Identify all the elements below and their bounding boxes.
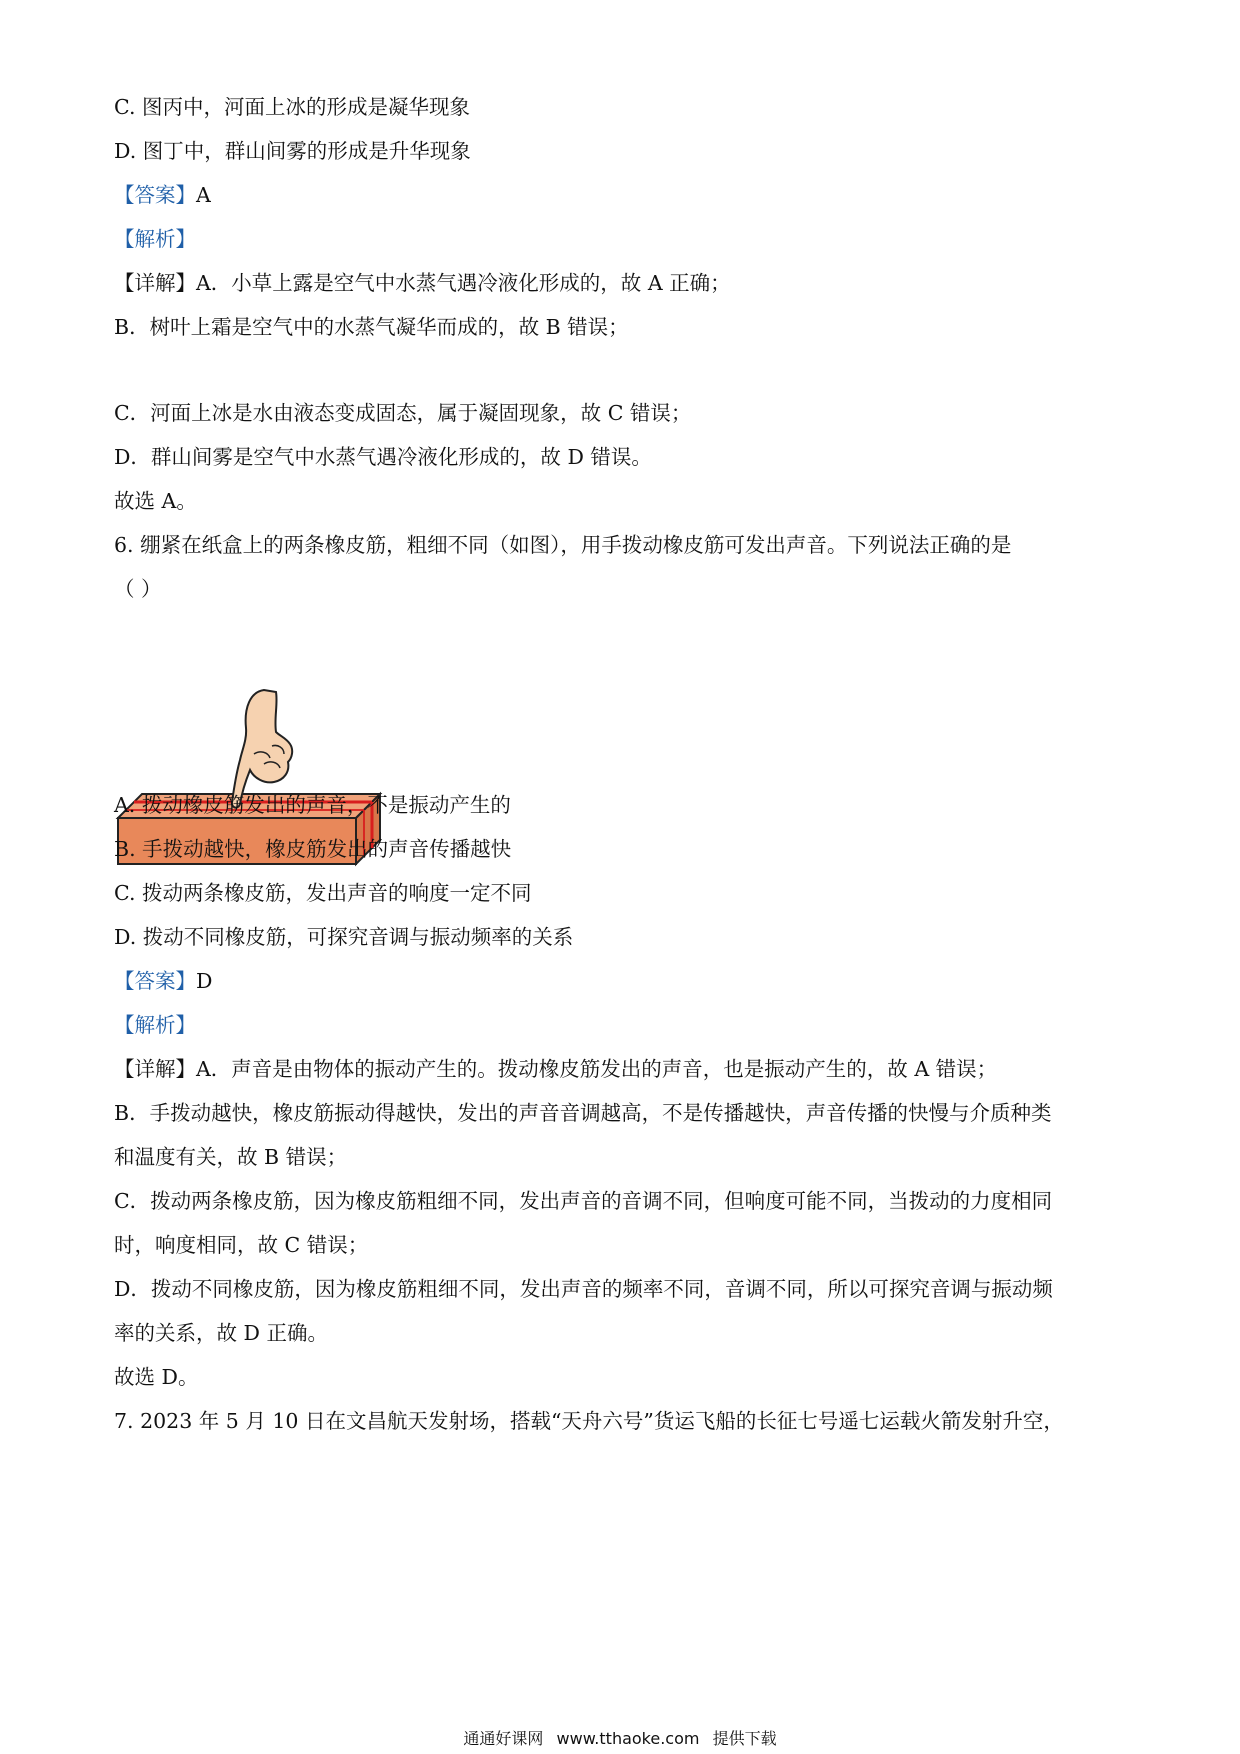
q6-detail-d2: 率的关系，故 D 正确。 <box>114 1321 328 1345</box>
q6-detail-c1: C．拨动两条橡皮筋，因为橡皮筋粗细不同，发出声音的音调不同，但响度可能不同，当拨动的力度相同 <box>114 1189 1053 1213</box>
detail-tag: 【详解】 <box>114 271 196 295</box>
detail-text: A．小草上露是空气中水蒸气遇冷液化形成的，故 A 正确； <box>196 271 731 295</box>
q5-option-d: D. 图丁中，群山间雾的形成是升华现象 <box>114 139 471 163</box>
q6-detail-d1: D．拨动不同橡皮筋，因为橡皮筋粗细不同，发出声音的频率不同，音调不同，所以可探究音调与振动频 <box>114 1277 1053 1301</box>
q6-detail-c2: 时，响度相同，故 C 错误； <box>114 1233 369 1257</box>
answer-tag: 【答案】 <box>114 969 196 993</box>
q5-detail-d: D．群山间雾是空气中水蒸气遇冷液化形成的，故 D 错误。 <box>114 445 652 469</box>
q6-option-a: A. 拨动橡皮筋发出的声音，不是振动产生的 <box>114 793 511 817</box>
q6-detail-a <box>114 1056 1126 1082</box>
answer-value: A <box>196 183 211 207</box>
q6-detail-b2: 和温度有关，故 B 错误； <box>114 1145 348 1169</box>
detail-tag: 【详解】 <box>114 1057 196 1081</box>
q6-analysis-tag: 【解析】 <box>114 1013 196 1037</box>
q5-detail-b: B．树叶上霜是空气中的水蒸气凝华而成的，故 B 错误； <box>114 315 629 339</box>
q7-stem-line1: 7. 2023 年 5 月 10 日在文昌航天发射场，搭载“天舟六号”货运飞船的长征七号遥七运载火箭发射升空， <box>114 1409 1064 1433</box>
q6-detail-b1: B．手拨动越快，橡皮筋振动得越快，发出的声音音调越高，不是传播越快，声音传播的快慢与介质种类 <box>114 1101 1052 1125</box>
footer-suffix: 提供下载 <box>712 1729 777 1748</box>
footer-url-link[interactable]: www.tthaoke.com <box>556 1729 700 1748</box>
page-footer <box>0 1729 1240 1749</box>
q5-option-c: C. 图丙中，河面上冰的形成是凝华现象 <box>114 95 470 119</box>
footer-site-name: 通通好课网 <box>463 1729 544 1748</box>
q6-option-b: B. 手拨动越快，橡皮筋发出的声音传播越快 <box>114 837 512 861</box>
answer-tag: 【答案】 <box>114 183 196 207</box>
q6-answer <box>114 968 1126 994</box>
q6-stem-line2: （ ） <box>114 577 162 601</box>
detail-text: A．声音是由物体的振动产生的。拨动橡皮筋发出的声音，也是振动产生的，故 A 错误； <box>196 1057 998 1081</box>
q6-option-c: C. 拨动两条橡皮筋，发出声音的响度一定不同 <box>114 881 532 905</box>
q5-analysis-tag: 【解析】 <box>114 227 196 251</box>
q6-conclusion: 故选 D。 <box>114 1365 199 1389</box>
q5-answer <box>114 182 1126 208</box>
q5-conclusion: 故选 A。 <box>114 489 197 513</box>
q6-stem-line1: 6. 绷紧在纸盒上的两条橡皮筋，粗细不同（如图），用手拨动橡皮筋可发出声音。下列说法正确的是 <box>114 533 1012 557</box>
q6-option-d: D. 拨动不同橡皮筋，可探究音调与振动频率的关系 <box>114 925 574 949</box>
q5-detail-a <box>114 270 1126 296</box>
answer-value: D <box>196 969 213 993</box>
q5-detail-c: C．河面上冰是水由液态变成固态，属于凝固现象，故 C 错误； <box>114 401 692 425</box>
